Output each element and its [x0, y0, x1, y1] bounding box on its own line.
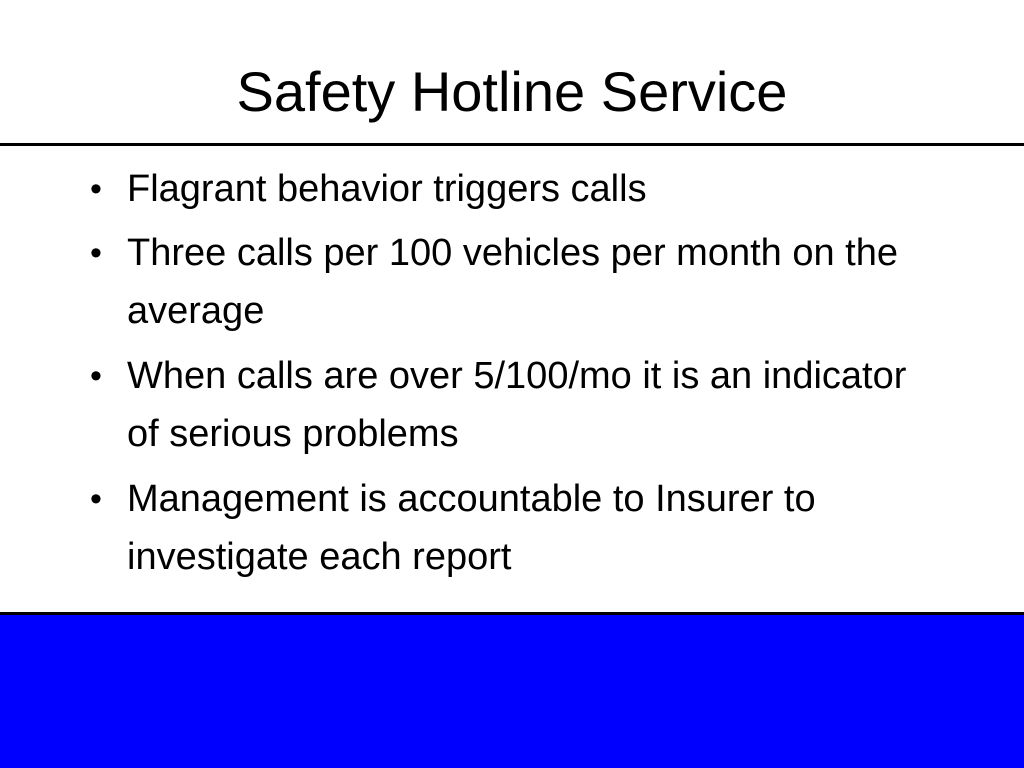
bullet-item — [90, 470, 930, 586]
bullet-text: When calls are over 5/100/mo it is an indicator of serious problems — [127, 355, 907, 455]
bullet-text: Flagrant behavior triggers calls — [127, 168, 647, 210]
bullet-marker: • — [90, 170, 102, 208]
slide-title: Safety Hotline Service — [236, 60, 788, 123]
title-divider — [0, 143, 1024, 146]
bullet-item — [90, 347, 930, 463]
bullet-text: Management is accountable to Insurer to investigate each report — [127, 478, 816, 578]
bullet-marker: • — [90, 480, 102, 518]
bullet-text: Three calls per 100 vehicles per month on the average — [127, 232, 898, 332]
footer-band — [0, 612, 1024, 768]
bullet-marker: • — [90, 357, 102, 395]
bullet-marker: • — [90, 234, 102, 272]
bullet-list — [90, 160, 930, 593]
bullet-item — [90, 224, 930, 340]
bullet-item — [90, 160, 930, 218]
